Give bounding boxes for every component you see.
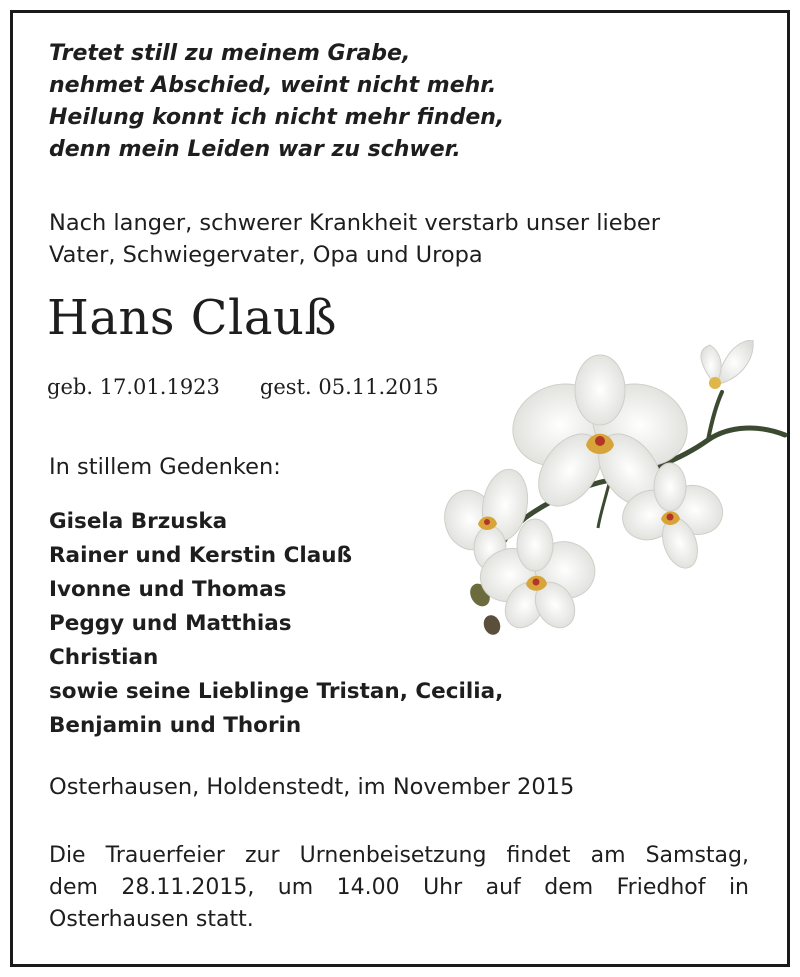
memory-heading: In stillem Gedenken: xyxy=(49,454,281,480)
poem-line: Heilung konnt ich nicht mehr finden, xyxy=(49,105,505,130)
birth-date: geb. 17.01.1923 xyxy=(47,375,220,399)
poem-line: nehmet Abschied, weint nicht mehr. xyxy=(49,73,497,98)
life-dates xyxy=(47,372,439,402)
poem-verse xyxy=(49,38,504,166)
poem-line: Tretet still zu meinem Grabe, xyxy=(49,41,411,66)
death-announcement xyxy=(49,207,660,271)
funeral-line: Die Trauerfeier zur Urnenbeisetzung findet am Samstag, xyxy=(49,843,749,868)
place-and-date: Osterhausen, Holdenstedt, im November 2015 xyxy=(49,774,575,800)
deceased-name: Hans Clauß xyxy=(47,290,337,346)
mourners-list xyxy=(49,505,503,743)
mourner-line: Ivonne und Thomas xyxy=(49,577,287,602)
mourner-line: sowie seine Lieblinge Tristan, Cecilia, xyxy=(49,679,504,704)
mourner-line: Benjamin und Thorin xyxy=(49,713,302,738)
mourner-line: Gisela Brzuska xyxy=(49,509,228,534)
mourner-line: Rainer und Kerstin Clauß xyxy=(49,543,353,568)
funeral-line: Osterhausen statt. xyxy=(49,907,254,932)
orchid-icon xyxy=(440,340,790,640)
funeral-line: dem 28.11.2015, um 14.00 Uhr auf dem Friedhof in xyxy=(49,875,749,900)
funeral-info xyxy=(49,840,749,936)
announcement-line: Vater, Schwiegervater, Opa und Uropa xyxy=(49,242,483,268)
mourner-line: Christian xyxy=(49,645,159,670)
announcement-line: Nach langer, schwerer Krankheit verstarb unser lieber xyxy=(49,210,661,236)
poem-line: denn mein Leiden war zu schwer. xyxy=(49,137,461,162)
death-date: gest. 05.11.2015 xyxy=(259,375,439,399)
mourner-line: Peggy und Matthias xyxy=(49,611,292,636)
